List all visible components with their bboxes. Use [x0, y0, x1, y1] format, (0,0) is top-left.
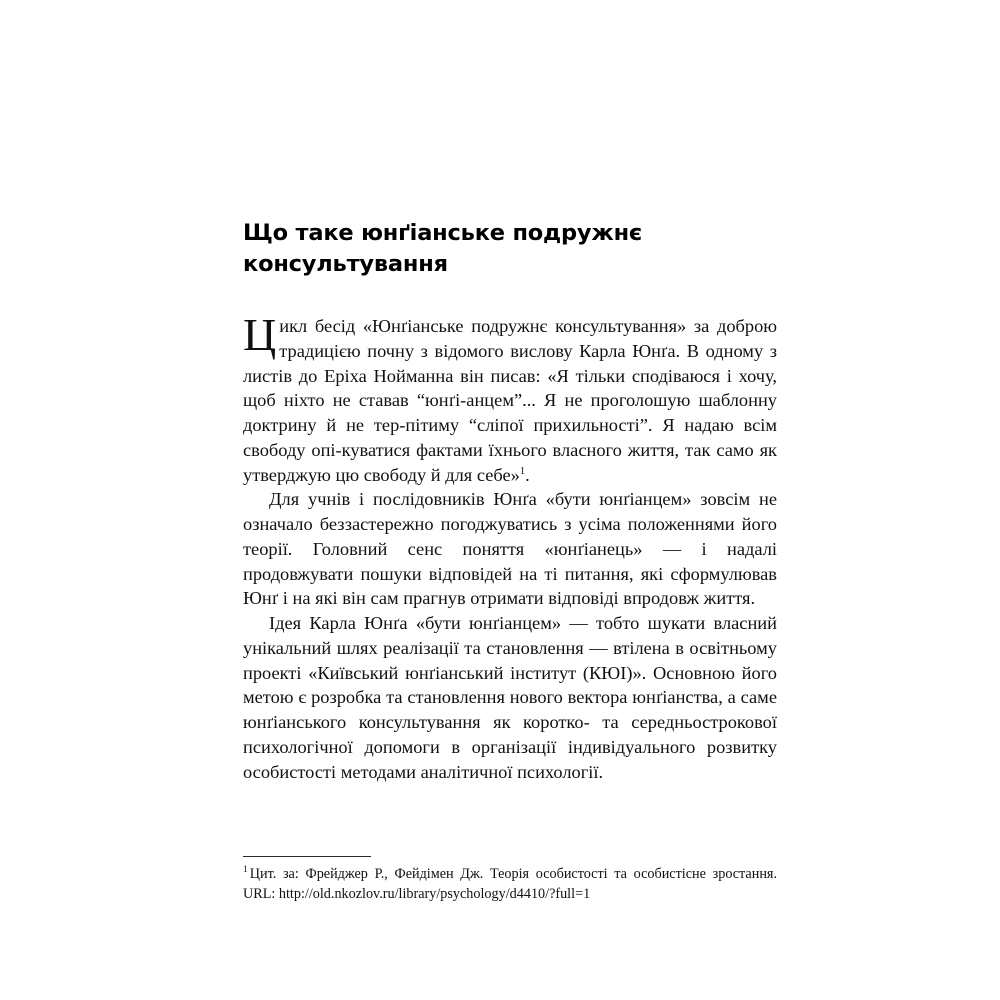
paragraph-1-tail: .: [525, 464, 530, 485]
footnote-marker: 1: [243, 865, 248, 876]
page-title: Що таке юнґіанське подружнє консультування: [243, 220, 643, 278]
footnote: [243, 864, 777, 904]
paragraph-3: Ідея Карла Юнґа «бути юнґіанцем» — тобто шукати власний унікальний шлях реалізації та становлення — втілена в освітньому проекті «Київський юнґіанський інститут (КЮІ)». Основною його метою є розробка та становлення нового вектора юнґіанства, а саме юнґіанського консультування як коротко- та середньострокової психологічної допомоги в організації індивідуального розвитку особистості методами аналітичної психології.: [243, 613, 777, 782]
paragraph-1: [243, 309, 777, 487]
footnote-url[interactable]: http://old.nkozlov.ru/library/psychology/d4410/?full=1: [278, 886, 591, 903]
footnote-reference[interactable]: 1: [519, 465, 526, 477]
page-content: [243, 218, 777, 784]
footnote-text: Цит. за: Фрейджер Р., Фейдімен Дж. Теорія особистості та особистісне зростання. URL:: [243, 866, 777, 903]
footnote-separator: [243, 856, 371, 857]
drop-cap: Ц: [243, 309, 277, 361]
body-text: [243, 309, 777, 784]
paragraph-2: Для учнів і послідовників Юнґа «бути юнґіанцем» зовсім не означало беззастережно погоджуватись з усіма положеннями його теорії. Головний сенс поняття «юнґіанець» — і надалі продовжувати пошуки відповідей на ті питання, які сформулював Юнґ і на які він сам прагнув отримати відповіді впродовж життя.: [243, 489, 777, 609]
paragraph-1-text: икл бесід «Юнґіанське подружнє консультування» за доброю традицією почну з відомого вислову Карла Юнґа. В одному з листів до Еріха Нойманна він писав: «Я тільки сподіваюся і хочу, щоб ніхто не ставав “юнґі-анцем”... Я не проголошую шаблонну доктрину й не тер-пітиму “сліпої прихильності”. Я надаю всім свободу опі-куватися фактами їхнього власного життя, так само як утверджую цю свободу й для себе»: [243, 316, 777, 485]
